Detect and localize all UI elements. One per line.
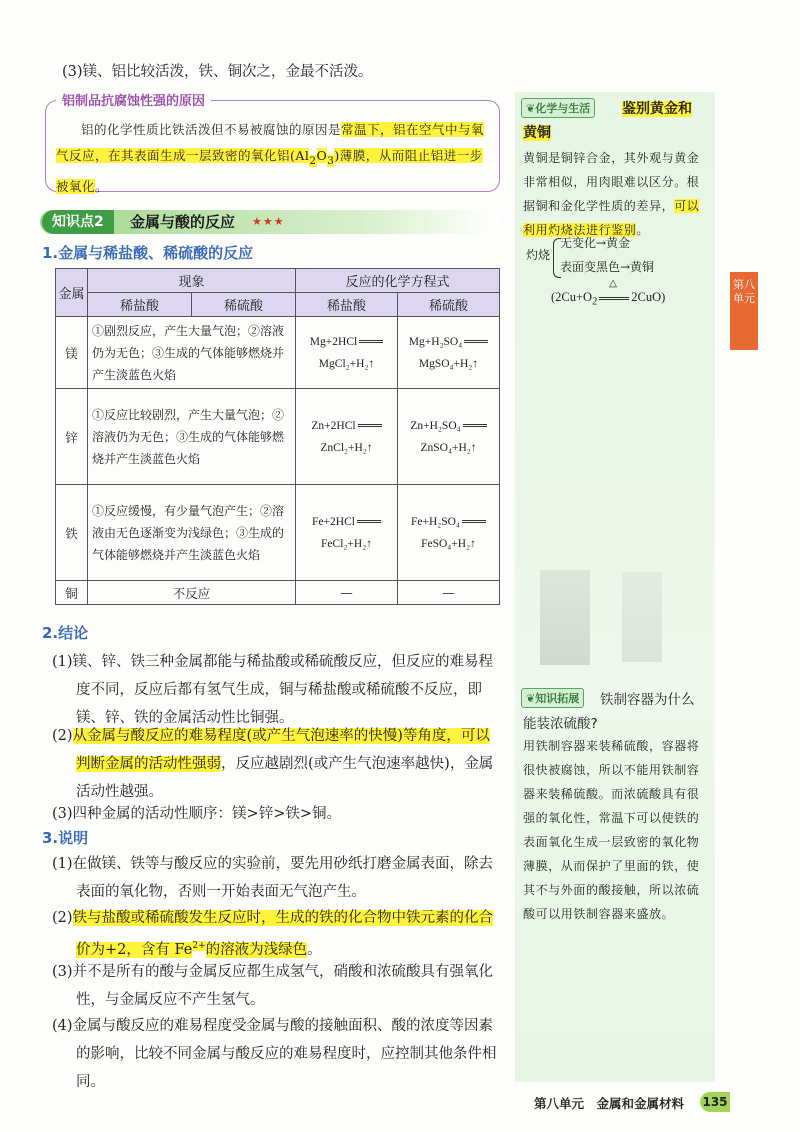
knowledge-point-label: 知识点2	[42, 210, 114, 234]
eq-product: FeCl₂+H₂↑	[321, 537, 372, 550]
section-3-heading: 3.说明	[42, 829, 89, 847]
reaction-table	[55, 268, 500, 605]
eq-reactant: Fe+H₂SO₄	[410, 515, 460, 528]
equals-sign	[359, 340, 383, 343]
conclusion-2	[52, 722, 504, 806]
equation-hcl-cell	[296, 485, 398, 581]
note-sub: 2	[309, 154, 317, 167]
leaf-icon: ❦	[526, 102, 536, 115]
side-title-1b-text: 黄铜	[523, 125, 551, 141]
eq-reactant: Mg+2HCl	[309, 335, 358, 348]
note-2	[52, 904, 504, 964]
phenomenon-cell: ①反应比较剧烈，产生大量气泡；②溶液仍为无色；③生成的气体能够燃烧并产生淡蓝色火焰	[88, 389, 296, 485]
th-h2so4-1: 稀硫酸	[192, 293, 296, 317]
aluminum-note-title: 铝制品抗腐蚀性强的原因	[56, 90, 211, 109]
note-highlight-1: 常温下，铝在空气中与氧气反应，在其表面生成一层致密的氧化铝(Al	[56, 122, 485, 163]
metal-cell: 锌	[56, 389, 88, 485]
note-highlight-2: )薄膜，从而阻止铝进一步被氧化	[56, 148, 483, 194]
metal-cell: 镁	[56, 317, 88, 389]
conclusion-2-highlight: 从金属与酸反应的难易程度(或产生气泡速率的快慢)等角度，可以判断金属的活动性强弱	[72, 728, 490, 772]
note-2-end: 。	[307, 941, 322, 958]
note-1: (1)在做镁、铁等与酸反应的实验前，要先用砂纸打磨金属表面，除去表面的氧化物，否则一开始表面无气泡产生。	[52, 856, 494, 900]
equation-hcl-cell: —	[296, 581, 398, 605]
equation-hcl-cell	[296, 389, 398, 485]
side-title-2a: 铁制容器为什么	[600, 692, 695, 708]
equation-h2so4-cell: —	[398, 581, 500, 605]
side-tag-extend-label: 知识拓展	[535, 692, 580, 705]
side-body-2: 用铁制容器来装稀硫酸，容器将很快被腐蚀，所以不能用铁制容器来装稀硫酸。而浓硫酸具有很强的氧化性，常温下可以使铁的表面氧化生成一层致密的氧化物薄膜，从而保护了里面的铁，使其不与外面的酸接触，所以浓硫酸可以用铁制容器来盛放。	[523, 739, 700, 921]
note-plain: 铝的化学性质比铁活泼但不易被腐蚀的原因是	[81, 122, 342, 137]
aluminum-note-body	[56, 117, 492, 200]
side-tag-life-label: 化学与生活	[535, 102, 591, 115]
faded-photo-2	[622, 572, 662, 662]
burn-equation	[551, 278, 666, 308]
heat-symbol-icon: △	[609, 278, 617, 289]
section-1-heading: 1.金属与稀盐酸、稀硫酸的反应	[42, 244, 254, 262]
conclusion-2-rest: ，反应越剧烈(或产生气泡速率越快)，金属活动性越强。	[76, 756, 494, 800]
eq-product: ZnSO₄+H₂↑	[420, 441, 477, 454]
equals-sign	[357, 520, 381, 523]
side-tag-extend	[521, 688, 584, 708]
th-hcl-1: 稀盐酸	[88, 293, 192, 317]
note-2-sup: 2+	[192, 941, 206, 951]
table-row	[56, 389, 500, 485]
side-body-1-end: 。	[636, 223, 650, 237]
footer-title: 第八单元 金属和金属材料	[534, 1096, 685, 1111]
side-title-1a	[622, 98, 692, 118]
conclusion-2-num: (2)	[52, 728, 73, 744]
equals-sign	[462, 520, 486, 523]
eq-reactant: Fe+2HCl	[312, 515, 355, 528]
note-end: 。	[95, 178, 109, 194]
note-3: (3)并不是所有的酸与金属反应都生成氢气，硝酸和浓硫酸具有强氧化性，与金属反应不产生氢气。	[52, 964, 494, 1008]
eq-reactant: Zn+H₂SO₄	[410, 419, 461, 432]
note-sub2: 3	[327, 154, 335, 167]
eq-reactant: Zn+2HCl	[311, 419, 356, 432]
side-body-1-highlight: 可以利用灼烧法进行鉴别	[523, 199, 700, 237]
conclusion-1: (1)镁、锌、铁三种金属都能与稀盐酸或稀硫酸反应，但反应的难易程度不同，反应后都有氢气生成，铜与稀盐酸或稀硫酸不反应，即镁、锌、铁的金属活动性比铜强。	[52, 654, 494, 726]
section-2-heading: 2.结论	[42, 624, 89, 642]
burn-eq-right: 2CuO)	[631, 290, 666, 304]
th-equation: 反应的化学方程式	[296, 269, 500, 293]
side-tag-life	[521, 98, 595, 118]
phenomenon-cell: ①反应缓慢，有少量气泡产生；②溶液由无色逐渐变为浅绿色；③生成的气体能够燃烧并产生淡蓝色火焰	[88, 485, 296, 581]
eq-reactant: Mg+H₂SO₄	[408, 335, 463, 348]
equation-h2so4-cell	[398, 485, 500, 581]
th-h2so4-2: 稀硫酸	[398, 293, 500, 317]
faded-photo	[540, 570, 590, 665]
table-row	[56, 317, 500, 389]
burn-option-1: 无变化→黄金	[560, 236, 631, 250]
equation-h2so4-cell	[398, 389, 500, 485]
note-2-num: (2)	[52, 910, 73, 926]
side-title-1b	[523, 122, 551, 142]
side-title-2b: 能装浓硫酸?	[523, 716, 598, 732]
burn-eq-sub: 2	[592, 296, 598, 308]
side-title-1a-text: 鉴别黄金和	[622, 101, 692, 117]
eq-product: ZnCl₂+H₂↑	[320, 441, 373, 454]
th-phenomenon: 现象	[88, 269, 296, 293]
note-4: (4)金属与酸反应的难易程度受金属与酸的接触面积、酸的浓度等因素的影响，比较不同金属与酸反应的难易程度时，应控制其他条件相同。	[52, 1018, 497, 1090]
note-2-highlight-2: 的溶液为浅绿色	[205, 941, 308, 958]
side-body-1-text: 黄铜是铜锌合金，其外观与黄金非常相似，用肉眼难以区分。根据铜和金化学性质的差异，	[523, 151, 700, 213]
eq-product: MgCl₂+H₂↑	[318, 357, 375, 370]
burn-label: 灼烧	[526, 248, 551, 262]
table-row	[56, 581, 500, 605]
burn-eq-left: (2Cu+O	[551, 290, 593, 304]
th-metal: 金属	[56, 269, 88, 317]
equation-hcl-cell	[296, 317, 398, 389]
equation-h2so4-cell	[398, 317, 500, 389]
leaf-icon: ❦	[526, 692, 536, 705]
intro-line: (3)镁、铝比较活泼，铁、铜次之，金最不活泼。	[62, 64, 373, 80]
burn-option-2: 表面变黑色→黄铜	[560, 260, 655, 274]
side-body-1	[523, 146, 711, 242]
phenomenon-cell: ①剧烈反应，产生大量气泡；②溶液仍为无色；③生成的气体能够燃烧并产生淡蓝色火焰	[88, 317, 296, 389]
eq-product: FeSO₄+H₂↑	[421, 537, 476, 550]
knowledge-point-title: 金属与酸的反应	[130, 213, 236, 231]
difficulty-stars: ★★★	[252, 215, 285, 228]
metal-cell: 铁	[56, 485, 88, 581]
equals-sign	[599, 297, 629, 300]
conclusion-3: (3)四种金属的活动性顺序：镁>锌>铁>铜。	[52, 806, 341, 822]
equals-sign	[358, 424, 382, 427]
burn-eq-arrow	[597, 278, 631, 305]
page-number: 135	[700, 1092, 730, 1112]
note-mid: O	[316, 148, 328, 163]
eq-product: MgSO₄+H₂↑	[418, 357, 479, 370]
th-hcl-2: 稀盐酸	[296, 293, 398, 317]
equals-sign	[463, 424, 487, 427]
note-2-highlight: 铁与盐酸或稀硫酸发生反应时，生成的铁的化合物中铁元素的化合价为+2，含有 Fe	[72, 910, 494, 958]
metal-cell: 铜	[56, 581, 88, 605]
equals-sign	[464, 340, 488, 343]
unit-side-tab: 第八单元	[730, 272, 758, 350]
table-row	[56, 485, 500, 581]
phenomenon-cell: 不反应	[88, 581, 296, 605]
